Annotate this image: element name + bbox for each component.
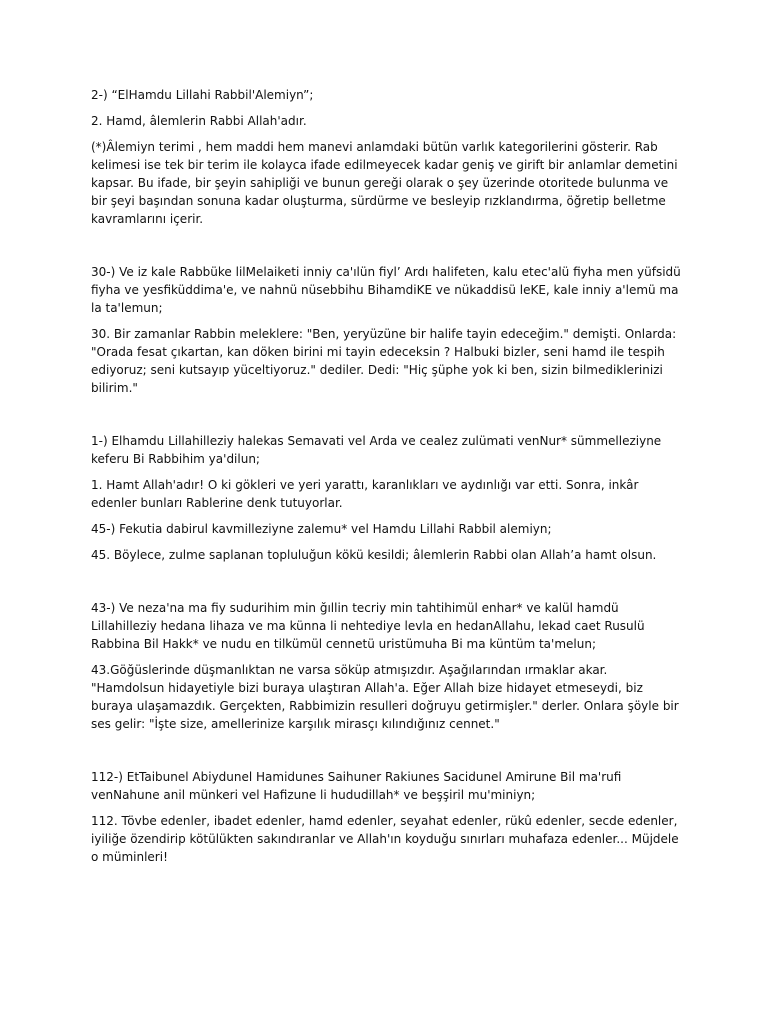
transliteration-paragraph: 30-) Ve iz kale Rabbüke lilMelaiketi inniy ca'ılün fiyl’ Ardı halifeten, kalu etec'alü fiyha men yüfsidü fiyha ve yesfiküddima'e, ve nahnü nüsebbihu BihamdiKE ve nükaddisü leKE, kale inniy a'lemü ma la ta'lemun; <box>91 265 681 315</box>
section-araf-43 <box>91 599 681 733</box>
translation-paragraph: 2. Hamd, âlemlerin Rabbi Allah'adır. <box>91 114 307 128</box>
document-page <box>91 86 681 901</box>
section-enam-1-45 <box>91 432 681 564</box>
transliteration-paragraph: 43-) Ve neza'na ma fiy sudurihim min ğıllin tecriy min tahtihimül enhar* ve kalül hamdü Lillahilleziy hedana lihaza ve ma künna li nehtediye levla en hedanAllahu, lekad caet Rusulü Rabbina Bil Hakk* ve nudu en tilkümül cennetü uristümuha Bi ma küntüm ta'melun; <box>91 601 645 651</box>
section-bakara-30 <box>91 263 681 397</box>
footnote-paragraph: (*)Âlemiyn terimi , hem maddi hem manevi anlamdaki bütün varlık kategorilerini gösterir. Rab kelimesi ise tek bir terim ile kolayca ifade edilmeyecek kadar geniş ve girift bir anlamlar demetini kapsar. Bu ifade, bir şeyin sahipliği ve bunun gereği olarak o şey üzerinde otoritede bulunma ve bir şeyi başından sonuna kadar oluşturma, sürdürme ve besleyip rızklandırma, öğretip belletme kavramlarını içerir. <box>91 140 678 226</box>
transliteration-paragraph: 45-) Fekutia dabirul kavmilleziyne zalemu* vel Hamdu Lillahi Rabbil alemiyn; <box>91 522 552 536</box>
section-tevbe-112 <box>91 768 681 866</box>
section-fatiha-2 <box>91 86 681 228</box>
transliteration-paragraph: 1-) Elhamdu Lillahilleziy halekas Semavati vel Arda ve cealez zulümati venNur* sümmelleziyne keferu Bi Rabbihim ya'dilun; <box>91 434 662 466</box>
translation-paragraph: 45. Böylece, zulme saplanan topluluğun kökü kesildi; âlemlerin Rabbi olan Allah’a hamt olsun. <box>91 548 657 562</box>
transliteration-paragraph: 2-) “ElHamdu Lillahi Rabbil'Alemiyn”; <box>91 88 314 102</box>
translation-paragraph: 43.Göğüslerinde düşmanlıktan ne varsa söküp atmışızdır. Aşağılarından ırmaklar akar. "Hamdolsun hidayetiyle bizi buraya ulaştıran Allah'a. Eğer Allah bize hidayet etmeseydi, biz buraya ulaşamazdık. Gerçekten, Rabbimizin resulleri doğruyu getirmişler." derler. Onlara şöyle bir ses gelir: "İşte size, amellerinize karşılık mirasçı kılındığınız cennet." <box>91 663 679 731</box>
transliteration-paragraph: 112-) EtTaibunel Abiydunel Hamidunes Saihuner Rakiunes Sacidunel Amirune Bil ma'rufi venNahune anil münkeri vel Hafizune li hududillah* ve beşşiril mu'miniyn; <box>91 770 622 802</box>
translation-paragraph: 1. Hamt Allah'adır! O ki gökleri ve yeri yarattı, karanlıkları ve aydınlığı var etti. Sonra, inkâr edenler bunları Rablerine denk tutuyorlar. <box>91 478 639 510</box>
translation-paragraph: 30. Bir zamanlar Rabbin meleklere: "Ben, yeryüzüne bir halife tayin edeceğim." demişti. Onlarda: "Orada fesat çıkartan, kan döken birini mi tayin edeceksin ? Halbuki bizler, seni hamd ile tespih ediyoruz; seni kutsayıp yüceltiyoruz." dediler. Dedi: "Hiç şüphe yok ki ben, sizin bilmediklerinizi bilirim." <box>91 327 677 395</box>
translation-paragraph: 112. Tövbe edenler, ibadet edenler, hamd edenler, seyahat edenler, rükû edenler, secde edenler, iyiliğe özendirip kötülükten sakındıranlar ve Allah'ın koyduğu sınırları muhafaza edenler... Müjdele o müminleri! <box>91 814 679 864</box>
